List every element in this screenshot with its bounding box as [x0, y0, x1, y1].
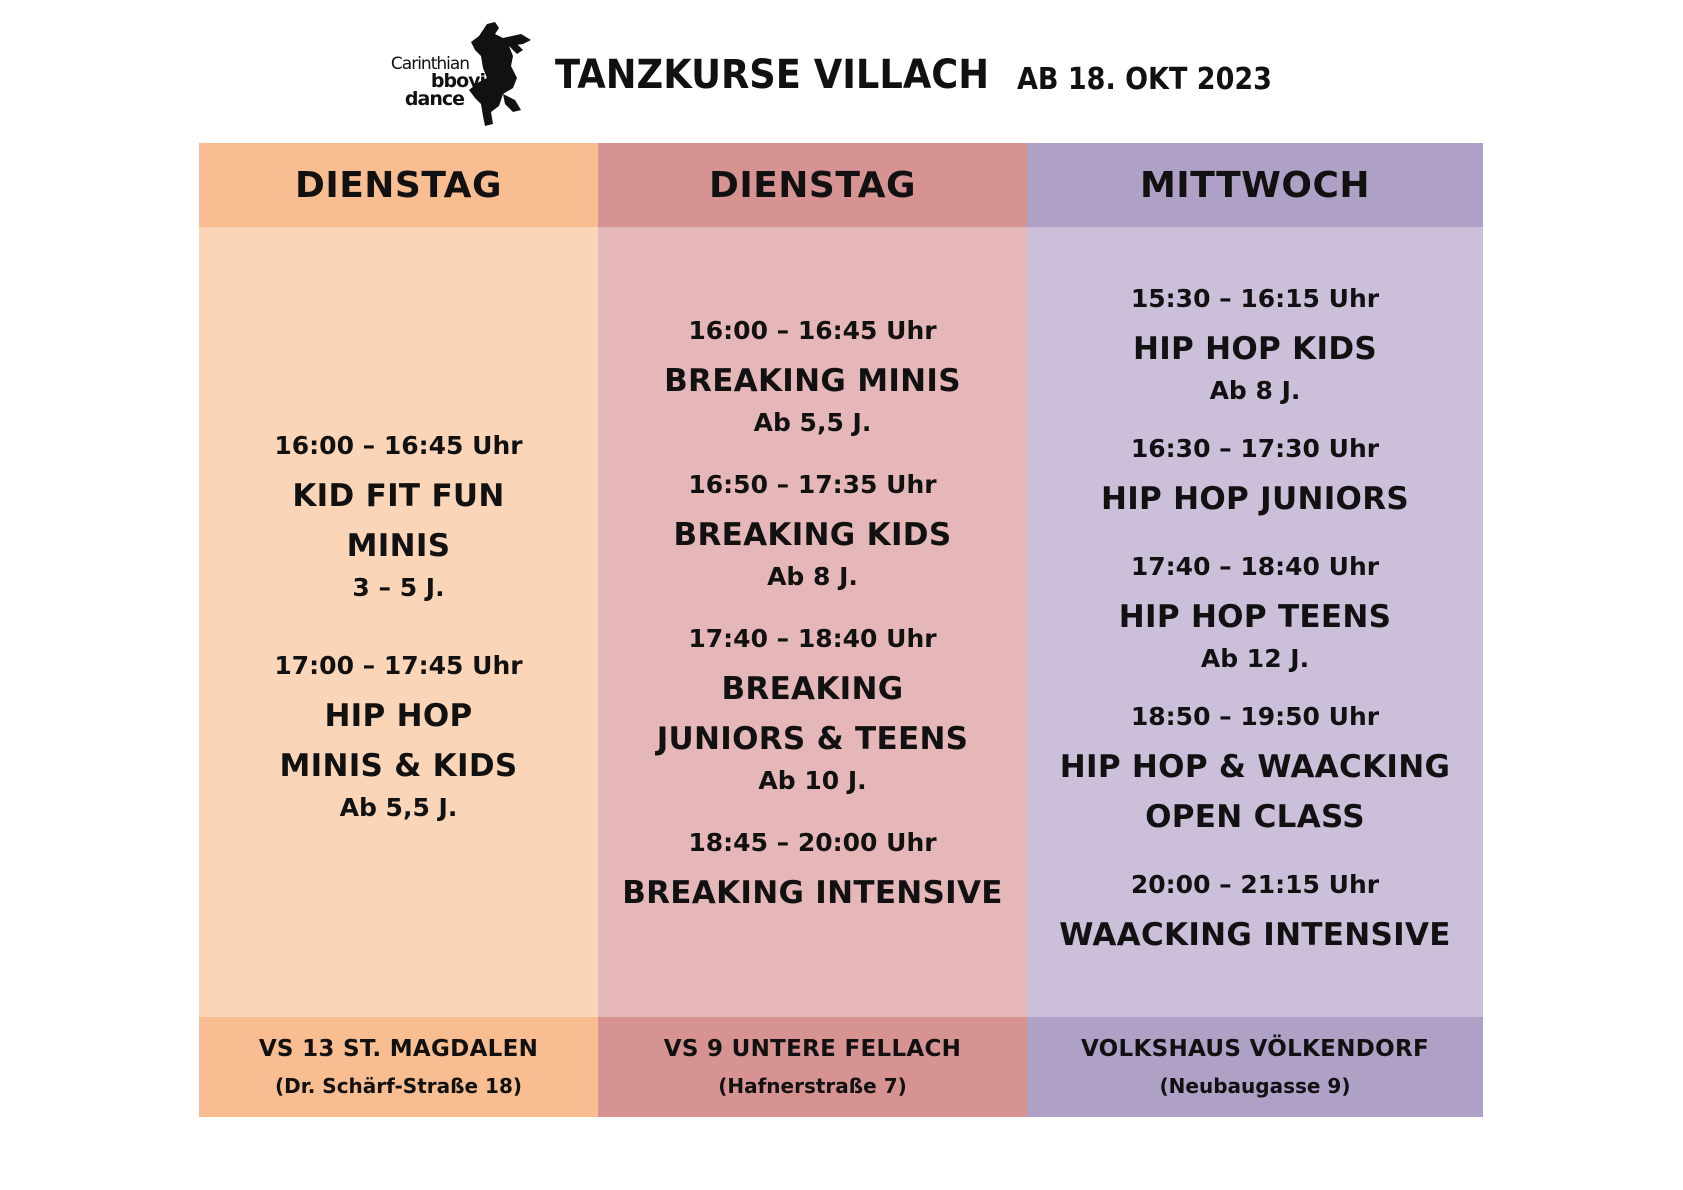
course-entry — [1060, 702, 1451, 842]
location-address: (Hafnerstraße 7) — [718, 1074, 907, 1098]
course-name-line2: JUNIORS & TEENS — [656, 721, 969, 757]
course-name: HIP HOP KIDS — [1132, 331, 1377, 367]
schedule-table — [199, 143, 1483, 1117]
column-day-header: DIENSTAG — [199, 143, 598, 227]
course-age: Ab 10 J. — [758, 766, 867, 795]
course-time: 18:45 – 20:00 Uhr — [688, 828, 937, 857]
schedule-column-3 — [1027, 143, 1483, 1117]
course-name-line2: MINIS & KIDS — [279, 748, 518, 784]
course-name: BREAKING MINIS — [664, 363, 961, 399]
course-name: HIP HOP — [324, 698, 473, 734]
column-courses — [199, 227, 598, 1017]
course-name: KID FIT FUN — [292, 478, 505, 514]
course-age: Ab 5,5 J. — [339, 793, 458, 822]
course-entry — [274, 651, 522, 823]
course-time: 16:00 – 16:45 Uhr — [274, 431, 523, 460]
course-entry — [1101, 434, 1409, 524]
course-name: HIP HOP & WAACKING — [1059, 749, 1451, 785]
carinthian-bboyin-dance-logo — [383, 20, 543, 130]
column-location — [199, 1017, 598, 1117]
logo-line-dance: dance — [404, 88, 465, 110]
course-time: 16:50 – 17:35 Uhr — [688, 470, 937, 499]
course-entry — [664, 316, 961, 438]
column-courses — [598, 227, 1027, 1017]
course-name: WAACKING INTENSIVE — [1059, 917, 1451, 953]
course-time: 20:00 – 21:15 Uhr — [1130, 870, 1380, 899]
location-name: VS 13 ST. MAGDALEN — [258, 1036, 539, 1062]
course-time: 16:00 – 16:45 Uhr — [688, 316, 937, 345]
column-location — [1027, 1017, 1483, 1117]
column-courses — [1027, 227, 1483, 1017]
course-name: BREAKING — [721, 671, 904, 707]
course-entry — [1059, 870, 1450, 960]
page-title: TANZKURSE VILLACH — [554, 52, 990, 98]
logo-line-bboyin: bboyin — [430, 70, 498, 92]
course-entry — [274, 431, 522, 603]
course-name: HIP HOP JUNIORS — [1100, 481, 1410, 517]
schedule-column-2 — [598, 143, 1027, 1117]
course-entry — [1119, 552, 1391, 674]
course-age: Ab 5,5 J. — [753, 408, 872, 437]
logo-line-carinthian: Carinthian — [390, 54, 470, 74]
course-name: HIP HOP TEENS — [1118, 599, 1392, 635]
location-address: (Dr. Schärf-Straße 18) — [274, 1074, 523, 1098]
column-location — [598, 1017, 1027, 1117]
course-name: BREAKING KIDS — [673, 517, 952, 553]
course-time: 15:30 – 16:15 Uhr — [1130, 284, 1380, 313]
location-address: (Neubaugasse 9) — [1159, 1074, 1351, 1098]
course-name: BREAKING INTENSIVE — [622, 875, 1003, 911]
course-age: Ab 8 J. — [767, 562, 858, 591]
course-time: 18:50 – 19:50 Uhr — [1130, 702, 1380, 731]
page-subtitle-date: AB 18. OKT 2023 — [1016, 61, 1272, 97]
course-entry — [622, 828, 1003, 918]
course-age: Ab 8 J. — [1209, 376, 1301, 405]
location-name: VOLKSHAUS VÖLKENDORF — [1080, 1036, 1430, 1062]
course-entry — [1131, 284, 1379, 406]
column-day-header: MITTWOCH — [1027, 143, 1483, 227]
course-time: 17:40 – 18:40 Uhr — [1130, 552, 1380, 581]
course-age: 3 – 5 J. — [352, 573, 445, 602]
course-entry — [674, 470, 952, 592]
course-time: 16:30 – 17:30 Uhr — [1130, 434, 1380, 463]
course-entry — [657, 624, 969, 796]
course-name-line2: MINIS — [346, 528, 451, 564]
schedule-column-1 — [199, 143, 598, 1117]
location-name: VS 9 UNTERE FELLACH — [663, 1036, 962, 1062]
course-age: Ab 12 J. — [1200, 644, 1310, 673]
course-time: 17:40 – 18:40 Uhr — [688, 624, 937, 653]
column-day-header: DIENSTAG — [598, 143, 1027, 227]
course-time: 17:00 – 17:45 Uhr — [274, 651, 523, 680]
page-header — [0, 20, 1683, 130]
course-name-line2: OPEN CLASS — [1145, 799, 1365, 835]
